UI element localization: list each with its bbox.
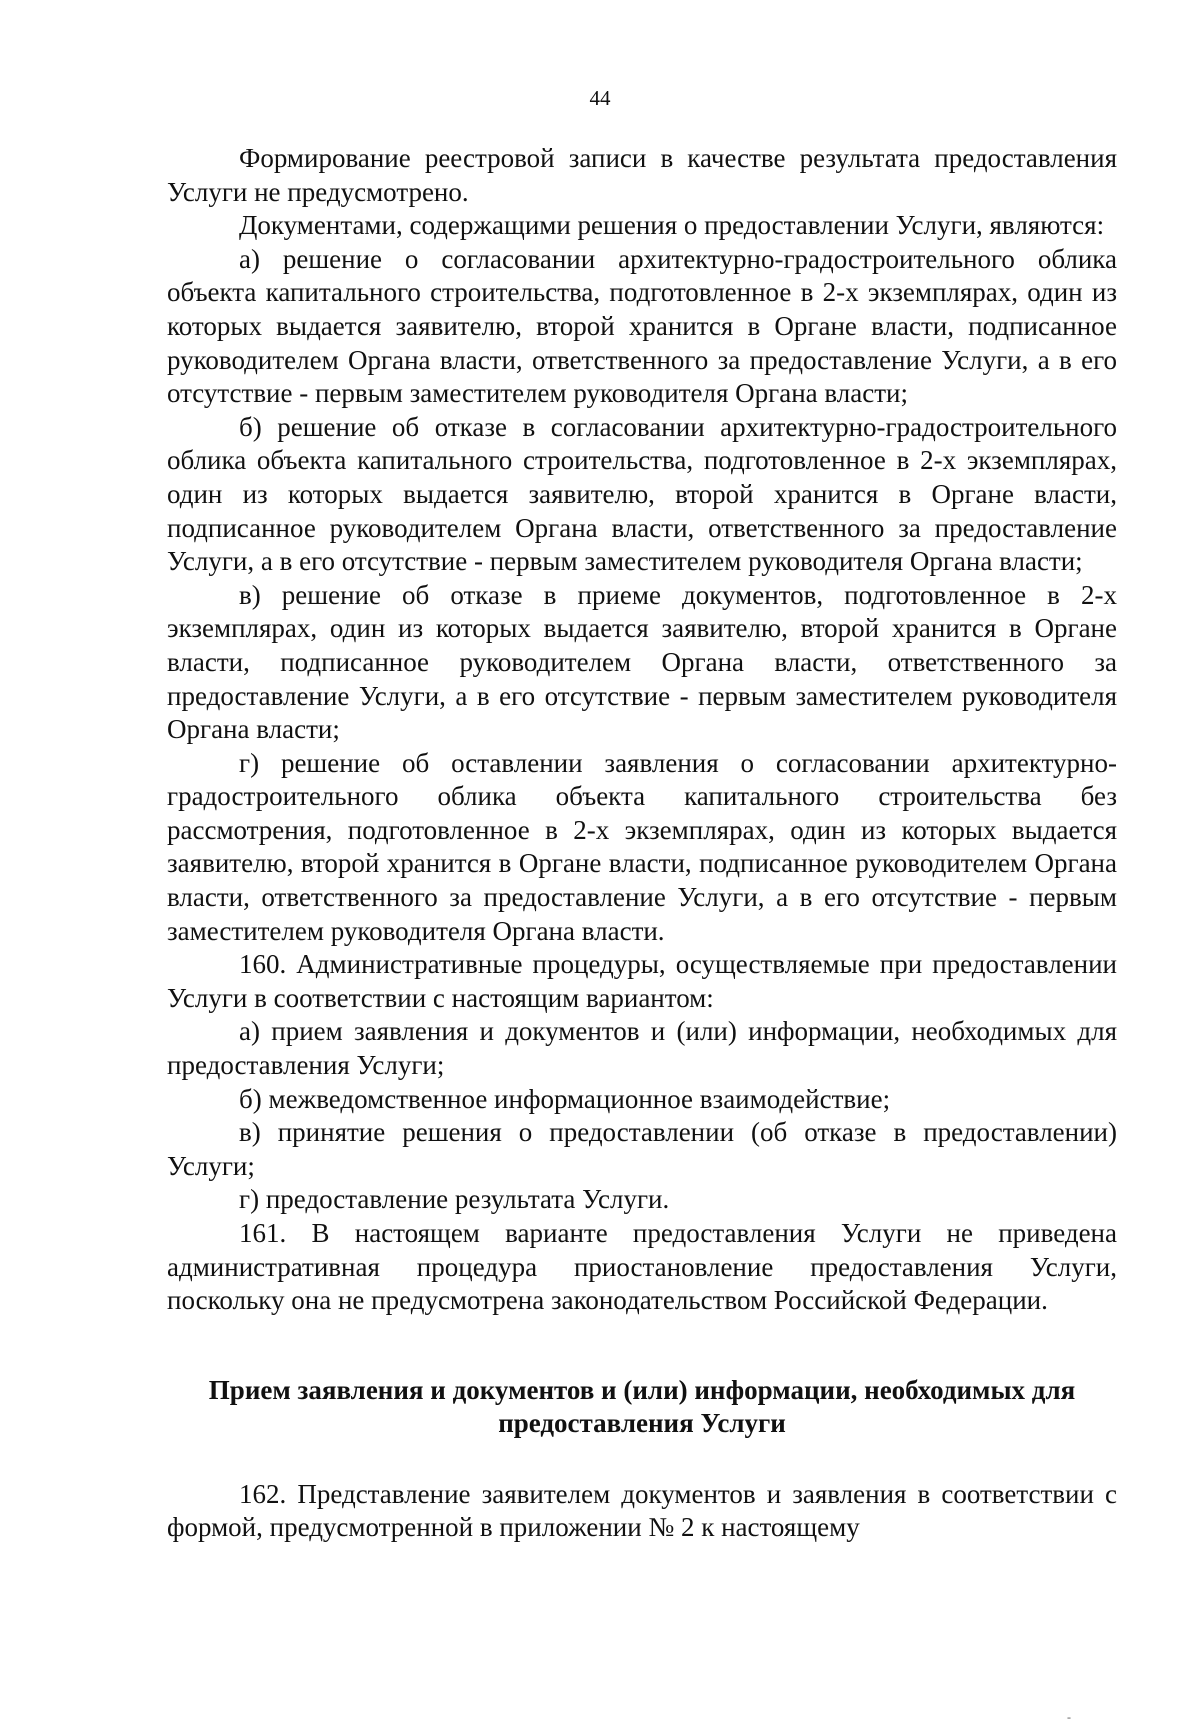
paragraph-161: 161. В настоящем варианте предоставления Услуги не приведена административная процедура приостановление предоставления Услуги, поскольку она не предусмотрена законодательством Российской Федерации. bbox=[167, 1218, 1117, 1316]
paragraph-160-item-a: а) прием заявления и документов и (или) информации, необходимых для предоставления Услуги; bbox=[167, 1016, 1117, 1081]
paragraph-item-g-no-consideration: г) решение об оставлении заявления о согласовании архитектурно-градостроительного облика объекта капитального строительства без рассмотрения, подготовленное в 2-х экземплярах, один из которых выдается заявителю, второй хранится в Органе власти, подписанное руководителем Органа власти, ответственного за предоставление Услуги, а в его отсутствие - первым заместителем руководителя Органа власти. bbox=[167, 747, 1117, 946]
paragraph-160-item-b: б) межведомственное информационное взаимодействие; bbox=[239, 1083, 891, 1114]
paragraph-decision-documents: Документами, содержащими решения о предоставлении Услуги, являются: bbox=[239, 210, 1105, 241]
paragraph-162: 162. Представление заявителем документов и заявления в соответствии с формой, предусмотренной в приложении № 2 к настоящему bbox=[167, 1478, 1117, 1543]
paragraph-160-item-v: в) принятие решения о предоставлении (об отказе в предоставлении) Услуги; bbox=[167, 1117, 1117, 1181]
paragraph-item-v-refusal-acceptance: в) решение об отказе в приеме документов, подготовленное в 2-х экземплярах, один из которых выдается заявителю, второй хранится в Органе власти, подписанное руководителем Органа власти, ответственного за предоставление Услуги, а в его отсутствие - первым заместителем руководителя Органа власти; bbox=[167, 579, 1117, 745]
scan-mark: - bbox=[1067, 1710, 1071, 1724]
section-heading: Прием заявления и документов и (или) информации, необходимых для предоставления Услуги bbox=[208, 1374, 1076, 1438]
page-number: 44 bbox=[589, 86, 611, 110]
paragraph-160-item-g: г) предоставление результата Услуги. bbox=[239, 1184, 670, 1215]
document-body bbox=[167, 142, 1117, 1545]
paragraph-item-a-approval: а) решение о согласовании архитектурно-градостроительного облика объекта капитального строительства, подготовленное в 2-х экземплярах, один из которых выдается заявителю, второй хранится в Органе власти, подписанное руководителем Органа власти, ответственного за предоставление Услуги, а в его отсутствие - первым заместителем руководителя Органа власти; bbox=[167, 243, 1117, 409]
paragraph-item-b-refusal: б) решение об отказе в согласовании архитектурно-градостроительного облика объекта капитального строительства, подготовленное в 2-х экземплярах, один из которых выдается заявителю, второй хранится в Органе власти, подписанное руководителем Органа власти, ответственного за предоставление Услуги, а в его отсутствие - первым заместителем руководителя Органа власти; bbox=[167, 411, 1117, 577]
paragraph-160: 160. Административные процедуры, осуществляемые при предоставлении Услуги в соответствии с настоящим вариантом: bbox=[167, 949, 1117, 1013]
paragraph-registry-record: Формирование реестровой записи в качестве результата предоставления Услуги не предусмотрено. bbox=[167, 143, 1117, 207]
